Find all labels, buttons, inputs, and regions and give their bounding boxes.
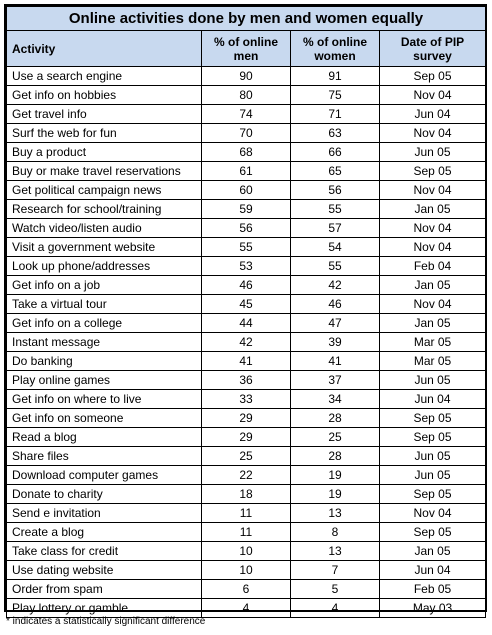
table-row	[7, 409, 486, 428]
women-percent-cell: 56	[291, 181, 380, 200]
women-percent-cell: 8	[291, 523, 380, 542]
men-percent-cell: 36	[202, 371, 291, 390]
men-percent-cell: 42	[202, 333, 291, 352]
survey-date-cell: Feb 04	[380, 257, 486, 276]
activity-cell: Play online games	[7, 371, 202, 390]
activity-cell: Get travel info	[7, 105, 202, 124]
survey-date-cell: Jun 04	[380, 105, 486, 124]
men-percent-cell: 90	[202, 67, 291, 86]
activity-cell: Take class for credit	[7, 542, 202, 561]
men-percent-cell: 18	[202, 485, 291, 504]
survey-date-cell: Jun 05	[380, 466, 486, 485]
survey-date-cell: Mar 05	[380, 352, 486, 371]
activity-cell: Research for school/training	[7, 200, 202, 219]
survey-date-cell: Nov 04	[380, 219, 486, 238]
activity-cell: Watch video/listen audio	[7, 219, 202, 238]
men-percent-cell: 60	[202, 181, 291, 200]
men-percent-cell: 22	[202, 466, 291, 485]
table-row	[7, 200, 486, 219]
women-percent-cell: 5	[291, 580, 380, 599]
survey-date-cell: Jan 05	[380, 314, 486, 333]
men-percent-cell: 80	[202, 86, 291, 105]
activity-cell: Look up phone/addresses	[7, 257, 202, 276]
activities-table	[4, 4, 487, 615]
table-row	[7, 295, 486, 314]
activity-cell: Surf the web for fun	[7, 124, 202, 143]
activity-cell: Get info on hobbies	[7, 86, 202, 105]
table-row	[7, 238, 486, 257]
women-percent-cell: 75	[291, 86, 380, 105]
table-row	[7, 67, 486, 86]
survey-date-cell: Mar 05	[380, 333, 486, 352]
table-row	[7, 599, 486, 618]
table-row	[7, 504, 486, 523]
table-title: Online activities done by men and women equally	[7, 7, 486, 31]
women-percent-cell: 13	[291, 542, 380, 561]
men-percent-cell: 44	[202, 314, 291, 333]
activity-cell: Instant message	[7, 333, 202, 352]
survey-date-cell: Jan 05	[380, 200, 486, 219]
men-percent-cell: 41	[202, 352, 291, 371]
table-row	[7, 257, 486, 276]
women-percent-cell: 41	[291, 352, 380, 371]
men-percent-cell: 33	[202, 390, 291, 409]
men-percent-cell: 59	[202, 200, 291, 219]
survey-date-cell: Sep 05	[380, 162, 486, 181]
men-percent-cell: 70	[202, 124, 291, 143]
data-table	[6, 6, 486, 618]
column-header-men: % of online men	[202, 31, 291, 67]
men-percent-cell: 53	[202, 257, 291, 276]
men-percent-cell: 11	[202, 523, 291, 542]
women-percent-cell: 13	[291, 504, 380, 523]
women-percent-cell: 46	[291, 295, 380, 314]
survey-date-cell: Jan 05	[380, 276, 486, 295]
women-percent-cell: 28	[291, 409, 380, 428]
women-percent-cell: 4	[291, 599, 380, 618]
column-header-women: % of online women	[291, 31, 380, 67]
table-row	[7, 580, 486, 599]
women-percent-cell: 63	[291, 124, 380, 143]
activity-cell: Use a search engine	[7, 67, 202, 86]
women-percent-cell: 71	[291, 105, 380, 124]
table-row	[7, 219, 486, 238]
women-percent-cell: 91	[291, 67, 380, 86]
survey-date-cell: May 03	[380, 599, 486, 618]
activity-cell: Get info on a job	[7, 276, 202, 295]
men-percent-cell: 29	[202, 409, 291, 428]
activity-cell: Take a virtual tour	[7, 295, 202, 314]
survey-date-cell: Sep 05	[380, 67, 486, 86]
activity-cell: Create a blog	[7, 523, 202, 542]
table-row	[7, 86, 486, 105]
table-row	[7, 390, 486, 409]
survey-date-cell: Nov 04	[380, 124, 486, 143]
activity-cell: Buy a product	[7, 143, 202, 162]
table-row	[7, 352, 486, 371]
activity-cell: Donate to charity	[7, 485, 202, 504]
men-percent-cell: 25	[202, 447, 291, 466]
men-percent-cell: 55	[202, 238, 291, 257]
column-header-activity: Activity	[7, 31, 202, 67]
women-percent-cell: 37	[291, 371, 380, 390]
table-row	[7, 314, 486, 333]
women-percent-cell: 55	[291, 200, 380, 219]
women-percent-cell: 19	[291, 485, 380, 504]
table-row	[7, 542, 486, 561]
survey-date-cell: Jun 05	[380, 371, 486, 390]
activity-cell: Share files	[7, 447, 202, 466]
women-percent-cell: 28	[291, 447, 380, 466]
activity-cell: Download computer games	[7, 466, 202, 485]
table-row	[7, 561, 486, 580]
women-percent-cell: 54	[291, 238, 380, 257]
survey-date-cell: Sep 05	[380, 428, 486, 447]
table-row	[7, 447, 486, 466]
table-row	[7, 276, 486, 295]
activity-cell: Buy or make travel reservations	[7, 162, 202, 181]
survey-date-cell: Nov 04	[380, 504, 486, 523]
activity-cell: Read a blog	[7, 428, 202, 447]
survey-date-cell: Jun 04	[380, 561, 486, 580]
men-percent-cell: 10	[202, 542, 291, 561]
survey-date-cell: Sep 05	[380, 409, 486, 428]
table-row	[7, 143, 486, 162]
women-percent-cell: 42	[291, 276, 380, 295]
activity-cell: Use dating website	[7, 561, 202, 580]
table-row	[7, 162, 486, 181]
table-row	[7, 466, 486, 485]
survey-date-cell: Nov 04	[380, 181, 486, 200]
survey-date-cell: Nov 04	[380, 86, 486, 105]
survey-date-cell: Nov 04	[380, 238, 486, 257]
men-percent-cell: 61	[202, 162, 291, 181]
men-percent-cell: 10	[202, 561, 291, 580]
women-percent-cell: 66	[291, 143, 380, 162]
women-percent-cell: 34	[291, 390, 380, 409]
survey-date-cell: Jun 04	[380, 390, 486, 409]
survey-date-cell: Sep 05	[380, 523, 486, 542]
women-percent-cell: 47	[291, 314, 380, 333]
men-percent-cell: 29	[202, 428, 291, 447]
table-row	[7, 485, 486, 504]
header-row	[7, 31, 486, 67]
survey-date-cell: Jun 05	[380, 447, 486, 466]
table-row	[7, 105, 486, 124]
table-row	[7, 371, 486, 390]
activity-cell: Visit a government website	[7, 238, 202, 257]
men-percent-cell: 11	[202, 504, 291, 523]
survey-date-cell: Nov 04	[380, 295, 486, 314]
women-percent-cell: 55	[291, 257, 380, 276]
activity-cell: Order from spam	[7, 580, 202, 599]
women-percent-cell: 57	[291, 219, 380, 238]
footnote: * indicates a statistically significant difference	[6, 616, 206, 627]
survey-date-cell: Jun 05	[380, 143, 486, 162]
activity-cell: Do banking	[7, 352, 202, 371]
men-percent-cell: 46	[202, 276, 291, 295]
table-row	[7, 333, 486, 352]
activity-cell: Get political campaign news	[7, 181, 202, 200]
column-header-date: Date of PIP survey	[380, 31, 486, 67]
survey-date-cell: Feb 05	[380, 580, 486, 599]
survey-date-cell: Sep 05	[380, 485, 486, 504]
women-percent-cell: 39	[291, 333, 380, 352]
table-row	[7, 124, 486, 143]
men-percent-cell: 4	[202, 599, 291, 618]
men-percent-cell: 6	[202, 580, 291, 599]
men-percent-cell: 45	[202, 295, 291, 314]
survey-date-cell: Jan 05	[380, 542, 486, 561]
women-percent-cell: 65	[291, 162, 380, 181]
activity-cell: Play lottery or gamble	[7, 599, 202, 618]
men-percent-cell: 74	[202, 105, 291, 124]
men-percent-cell: 68	[202, 143, 291, 162]
activity-cell: Get info on a college	[7, 314, 202, 333]
women-percent-cell: 19	[291, 466, 380, 485]
table-body	[7, 67, 486, 618]
men-percent-cell: 56	[202, 219, 291, 238]
women-percent-cell: 7	[291, 561, 380, 580]
activity-cell: Send e invitation	[7, 504, 202, 523]
activity-cell: Get info on someone	[7, 409, 202, 428]
table-row	[7, 523, 486, 542]
activity-cell: Get info on where to live	[7, 390, 202, 409]
table-row	[7, 428, 486, 447]
table-row	[7, 181, 486, 200]
women-percent-cell: 25	[291, 428, 380, 447]
